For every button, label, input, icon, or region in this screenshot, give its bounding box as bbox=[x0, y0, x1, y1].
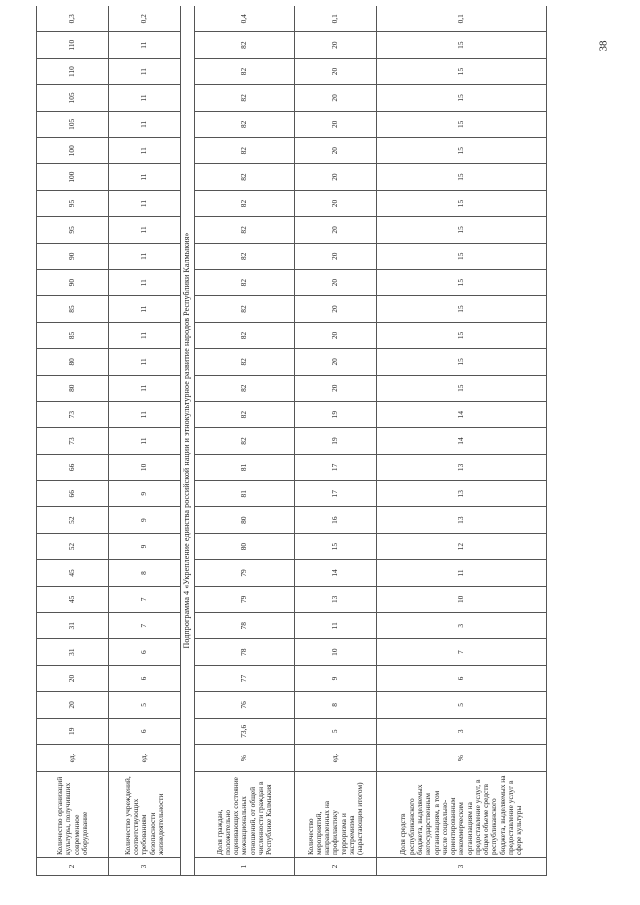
value-cell: 11 bbox=[109, 217, 181, 243]
value-cell: 82 bbox=[195, 296, 295, 322]
value-cell: 15 bbox=[377, 111, 547, 137]
value-cell: 110 bbox=[37, 32, 109, 58]
indicator-name: Количество учреждений, соответствующих требованиям безопасности жизнедеятельности bbox=[109, 772, 181, 858]
table-row bbox=[109, 6, 181, 876]
value-cell: 95 bbox=[37, 217, 109, 243]
value-cell: 20 bbox=[37, 692, 109, 718]
value-cell: 6 bbox=[377, 665, 547, 691]
value-cell: 95 bbox=[37, 190, 109, 216]
value-cell: 82 bbox=[195, 58, 295, 84]
unit-cell: ед. bbox=[109, 745, 181, 772]
value-cell: 17 bbox=[295, 481, 377, 507]
indicators-table bbox=[36, 6, 547, 876]
value-cell: 11 bbox=[109, 243, 181, 269]
value-cell: 82 bbox=[195, 401, 295, 427]
value-cell: 8 bbox=[109, 560, 181, 586]
value-cell: 80 bbox=[37, 375, 109, 401]
value-cell: 9 bbox=[109, 507, 181, 533]
value-cell: 80 bbox=[37, 349, 109, 375]
value-cell: 105 bbox=[37, 85, 109, 111]
value-cell: 82 bbox=[195, 375, 295, 401]
value-cell: 5 bbox=[377, 692, 547, 718]
value-cell: 82 bbox=[195, 138, 295, 164]
value-cell: 105 bbox=[37, 111, 109, 137]
table-row bbox=[295, 6, 377, 876]
value-cell: 31 bbox=[37, 639, 109, 665]
value-cell: 13 bbox=[295, 586, 377, 612]
value-cell: 20 bbox=[295, 243, 377, 269]
value-cell: 11 bbox=[109, 349, 181, 375]
value-cell: 15 bbox=[377, 190, 547, 216]
indicator-name: Доля средств республиканского бюджета, выделяемых негосударственным организациям, в том числе социально-ориентированным некоммерческим организациям на предоставление услуг, в общем объеме средств республиканского бюджета, выделяемых на предоставление услуг в сфере культуры bbox=[377, 772, 547, 858]
value-cell: 11 bbox=[109, 375, 181, 401]
value-cell: 15 bbox=[377, 322, 547, 348]
value-cell: 81 bbox=[195, 481, 295, 507]
value-cell: 15 bbox=[377, 58, 547, 84]
value-cell: 6 bbox=[109, 718, 181, 744]
value-cell: 0,4 bbox=[195, 6, 295, 32]
value-cell: 11 bbox=[109, 58, 181, 84]
page-number: 38 bbox=[597, 40, 610, 52]
value-cell: 20 bbox=[295, 138, 377, 164]
value-cell: 5 bbox=[295, 718, 377, 744]
value-cell: 0,1 bbox=[295, 6, 377, 32]
value-cell: 20 bbox=[295, 164, 377, 190]
value-cell: 20 bbox=[295, 85, 377, 111]
value-cell: 11 bbox=[109, 190, 181, 216]
value-cell: 7 bbox=[377, 639, 547, 665]
value-cell: 11 bbox=[109, 401, 181, 427]
value-cell: 15 bbox=[377, 375, 547, 401]
row-number: 2 bbox=[295, 858, 377, 876]
value-cell: 82 bbox=[195, 322, 295, 348]
value-cell: 82 bbox=[195, 111, 295, 137]
value-cell: 12 bbox=[377, 533, 547, 559]
value-cell: 16 bbox=[295, 507, 377, 533]
value-cell: 82 bbox=[195, 349, 295, 375]
value-cell: 81 bbox=[195, 454, 295, 480]
value-cell: 0,2 bbox=[109, 6, 181, 32]
unit-cell: % bbox=[377, 745, 547, 772]
value-cell: 66 bbox=[37, 454, 109, 480]
value-cell: 15 bbox=[377, 217, 547, 243]
value-cell: 82 bbox=[195, 32, 295, 58]
value-cell: 19 bbox=[295, 401, 377, 427]
value-cell: 6 bbox=[109, 665, 181, 691]
value-cell: 90 bbox=[37, 243, 109, 269]
value-cell: 15 bbox=[377, 32, 547, 58]
value-cell: 90 bbox=[37, 269, 109, 295]
value-cell: 20 bbox=[37, 665, 109, 691]
row-number: 3 bbox=[377, 858, 547, 876]
row-number: 1 bbox=[195, 858, 295, 876]
value-cell: 14 bbox=[377, 428, 547, 454]
table-row bbox=[195, 6, 295, 876]
value-cell: 78 bbox=[195, 613, 295, 639]
value-cell: 9 bbox=[109, 533, 181, 559]
value-cell: 3 bbox=[377, 718, 547, 744]
value-cell: 0,1 bbox=[377, 6, 547, 32]
value-cell: 11 bbox=[109, 428, 181, 454]
value-cell: 20 bbox=[295, 269, 377, 295]
value-cell: 82 bbox=[195, 428, 295, 454]
subprogram-title: Подпрограмма 4 «Укрепление единства российской нации и этнокультурное развитие народов Республики Калмыкия» bbox=[181, 6, 195, 876]
value-cell: 73 bbox=[37, 401, 109, 427]
value-cell: 14 bbox=[295, 560, 377, 586]
value-cell: 82 bbox=[195, 85, 295, 111]
value-cell: 73,6 bbox=[195, 718, 295, 744]
value-cell: 3 bbox=[377, 613, 547, 639]
value-cell: 11 bbox=[109, 269, 181, 295]
value-cell: 52 bbox=[37, 507, 109, 533]
value-cell: 11 bbox=[295, 613, 377, 639]
value-cell: 77 bbox=[195, 665, 295, 691]
value-cell: 15 bbox=[377, 349, 547, 375]
value-cell: 19 bbox=[37, 718, 109, 744]
value-cell: 80 bbox=[195, 507, 295, 533]
value-cell: 9 bbox=[109, 481, 181, 507]
unit-cell: % bbox=[195, 745, 295, 772]
value-cell: 15 bbox=[295, 533, 377, 559]
value-cell: 8 bbox=[295, 692, 377, 718]
indicator-name: Количество мероприятий, направленных на профилактику терроризма и экстремизма (нарастающим итогом) bbox=[295, 772, 377, 858]
value-cell: 10 bbox=[377, 586, 547, 612]
value-cell: 15 bbox=[377, 164, 547, 190]
value-cell: 14 bbox=[377, 401, 547, 427]
value-cell: 20 bbox=[295, 349, 377, 375]
value-cell: 20 bbox=[295, 322, 377, 348]
value-cell: 11 bbox=[109, 164, 181, 190]
value-cell: 79 bbox=[195, 560, 295, 586]
value-cell: 9 bbox=[295, 665, 377, 691]
value-cell: 20 bbox=[295, 111, 377, 137]
value-cell: 10 bbox=[109, 454, 181, 480]
value-cell: 20 bbox=[295, 296, 377, 322]
unit-cell: ед. bbox=[295, 745, 377, 772]
value-cell: 11 bbox=[109, 32, 181, 58]
value-cell: 5 bbox=[109, 692, 181, 718]
value-cell: 20 bbox=[295, 217, 377, 243]
value-cell: 110 bbox=[37, 58, 109, 84]
value-cell: 45 bbox=[37, 586, 109, 612]
value-cell: 11 bbox=[377, 560, 547, 586]
value-cell: 13 bbox=[377, 507, 547, 533]
value-cell: 66 bbox=[37, 481, 109, 507]
subprogram-header-row bbox=[181, 6, 195, 876]
value-cell: 100 bbox=[37, 138, 109, 164]
value-cell: 100 bbox=[37, 164, 109, 190]
value-cell: 45 bbox=[37, 560, 109, 586]
value-cell: 11 bbox=[109, 111, 181, 137]
row-number: 3 bbox=[109, 858, 181, 876]
value-cell: 15 bbox=[377, 243, 547, 269]
value-cell: 0,3 bbox=[37, 6, 109, 32]
value-cell: 20 bbox=[295, 32, 377, 58]
rotated-table-area bbox=[36, 6, 554, 876]
value-cell: 11 bbox=[109, 85, 181, 111]
value-cell: 13 bbox=[377, 454, 547, 480]
value-cell: 13 bbox=[377, 481, 547, 507]
value-cell: 79 bbox=[195, 586, 295, 612]
value-cell: 17 bbox=[295, 454, 377, 480]
value-cell: 20 bbox=[295, 190, 377, 216]
value-cell: 10 bbox=[295, 639, 377, 665]
value-cell: 31 bbox=[37, 613, 109, 639]
value-cell: 20 bbox=[295, 375, 377, 401]
value-cell: 78 bbox=[195, 639, 295, 665]
value-cell: 7 bbox=[109, 586, 181, 612]
table-row bbox=[37, 6, 109, 876]
value-cell: 52 bbox=[37, 533, 109, 559]
value-cell: 82 bbox=[195, 164, 295, 190]
value-cell: 11 bbox=[109, 296, 181, 322]
value-cell: 80 bbox=[195, 533, 295, 559]
value-cell: 15 bbox=[377, 296, 547, 322]
value-cell: 82 bbox=[195, 269, 295, 295]
value-cell: 85 bbox=[37, 322, 109, 348]
value-cell: 19 bbox=[295, 428, 377, 454]
value-cell: 6 bbox=[109, 639, 181, 665]
indicator-name: Количество организаций культуры, получивших современное оборудование bbox=[37, 772, 109, 858]
unit-cell: ед. bbox=[37, 745, 109, 772]
value-cell: 15 bbox=[377, 85, 547, 111]
value-cell: 11 bbox=[109, 138, 181, 164]
value-cell: 7 bbox=[109, 613, 181, 639]
value-cell: 15 bbox=[377, 269, 547, 295]
value-cell: 82 bbox=[195, 243, 295, 269]
value-cell: 76 bbox=[195, 692, 295, 718]
table-row bbox=[377, 6, 547, 876]
value-cell: 11 bbox=[109, 322, 181, 348]
value-cell: 85 bbox=[37, 296, 109, 322]
value-cell: 82 bbox=[195, 190, 295, 216]
indicator-name: Доля граждан, положительно оценивающих состояние межнациональных отношений, от общей численности граждан в Республике Калмыкия bbox=[195, 772, 295, 858]
value-cell: 82 bbox=[195, 217, 295, 243]
value-cell: 15 bbox=[377, 138, 547, 164]
value-cell: 73 bbox=[37, 428, 109, 454]
value-cell: 20 bbox=[295, 58, 377, 84]
row-number: 2 bbox=[37, 858, 109, 876]
